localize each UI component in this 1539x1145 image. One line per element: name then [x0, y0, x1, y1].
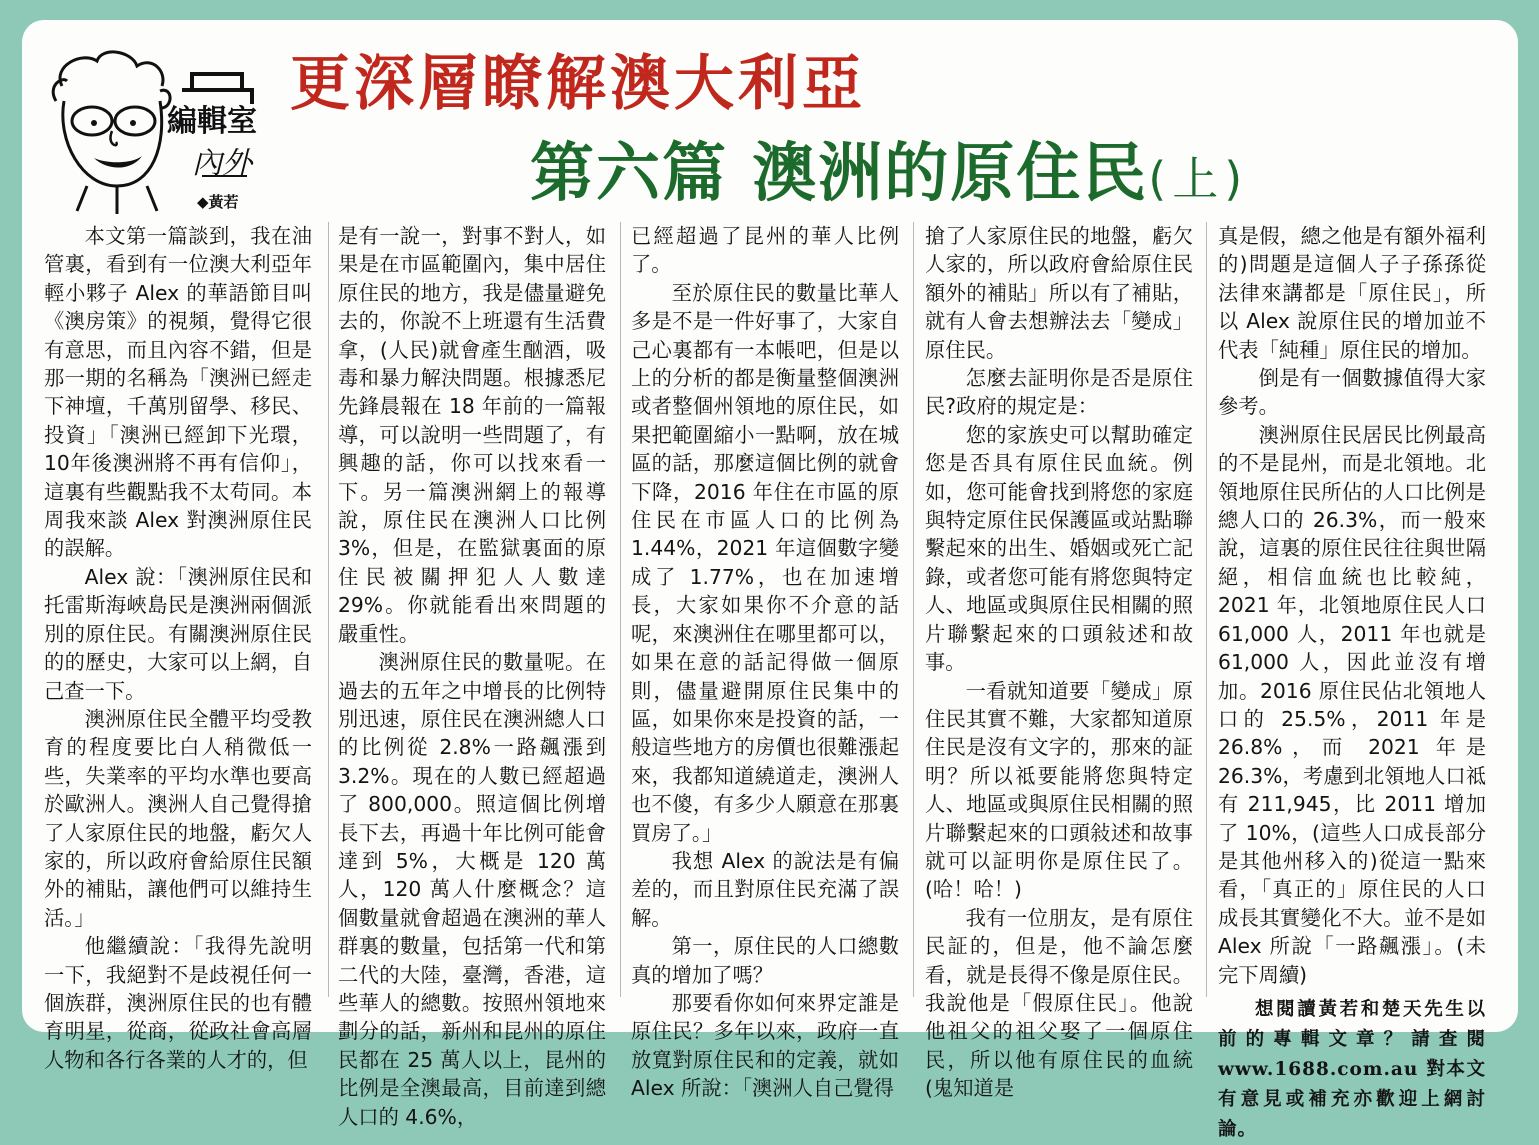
subtitle-main: 第六篇 澳洲的原住民 — [530, 137, 1149, 211]
column-divider — [913, 222, 914, 997]
logo-label: 編輯室 — [167, 104, 257, 139]
paragraph: 倒是有一個數據值得大家參考。 — [1218, 366, 1486, 419]
paragraph: 已經超過了昆州的華人比例了。 — [631, 224, 899, 277]
paragraph: 我有一位朋友，是有原住民証的，但是，他不論怎麼看，就是長得不像是原住民。我說他是「假原住民」。他說他祖父的祖父娶了一個原住民，所以他有原住民的血統(鬼知道是 — [925, 905, 1193, 1101]
author-byline: ◆黃若 — [197, 193, 239, 211]
paragraph: 他繼續說：「我得先說明一下，我絕對不是歧視任何一個族群，澳洲原住民的也有體育明星，從商，從政社會高層人物和各行各業的人才的，但 — [44, 934, 312, 1072]
logo-sublabel: 內外 — [192, 146, 252, 181]
paragraph: 我想 Alex 的說法是有偏差的，而且對原住民充滿了誤解。 — [631, 848, 899, 930]
paragraph: 真是假，總之他是有額外福利的)問題是這個人子子孫孫從法律來講都是「原住民」，所以 Alex 說原住民的增加並不代表「純種」原住民的增加。 — [1218, 224, 1486, 362]
column-logo — [42, 46, 272, 216]
paragraph: 搶了人家原住民的地盤，虧欠人家的，所以政府會給原住民額外的補貼」所以有了補貼，就有人會去想辦法去「變成」原住民。 — [925, 224, 1193, 362]
paragraph: 是有一說一，對事不對人，如果是在市區範圍內，集中居住原住民的地方，我是儘量避免去的，你說不上班還有生活費拿，(人民)就會產生酗酒，吸毒和暴力解決問題。根據悉尼先鋒晨報在 18 年前的一篇報導，可以說明一些問題了，有興趣的話，你可以找來看一下。另一篇澳洲網上的報導說，原住民在澳洲人口比例 3%，但是，在監獄裏面的原住民被關押犯人人數達 29%。你就能看出來問題的嚴重性。 — [338, 224, 606, 646]
column-divider — [1206, 222, 1207, 997]
column-divider — [328, 222, 329, 997]
article-column-5 — [1218, 222, 1486, 1140]
paragraph: 怎麼去証明你是否是原住民?政府的規定是： — [925, 366, 1193, 419]
paragraph: 澳洲原住民的數量呢。在過去的五年之中增長的比例特別迅速，原住民在澳洲總人口的比例從 2.8%一路飆漲到 3.2%。現在的人數已經超過了 800,000。照這個比例增長下去，再過十年比例可能會達到 5%，大概是 120 萬人，120 萬人什麼概念？這個數量就會超過在澳洲的華人群裏的數量，包括第一代和第二代的大陸，臺灣，香港，這些華人的總數。按照州領地來劃分的話，新州和昆州的原住民都在 25 萬人以上，昆州的比例是全澳最高，目前達到總人口的 4.6%， — [338, 650, 606, 1129]
article-column-4 — [925, 222, 1193, 1101]
paragraph: 第一，原住民的人口總數真的增加了嗎？ — [631, 934, 899, 987]
subtitle-part: (上) — [1148, 152, 1249, 206]
paragraph: 一看就知道要「變成」原住民其實不難，大家都知道原住民是沒有文字的，那來的証明？所以祗要能將您與特定人、地區或與原住民相關的照片聯繫起來的口頭敍述和故事就可以証明你是原住民了。(哈！哈！) — [925, 678, 1193, 902]
footnote: 想閱讀黃若和楚天先生以前的專輯文章？請查閱 www.1688.com.au 對本文有意見或補充亦歡迎上網討論。 — [1218, 998, 1486, 1140]
paragraph: 本文第一篇談到，我在油管裏，看到有一位澳大利亞年輕小夥子 Alex 的華語節目叫《澳房策》的視頻，覺得它很有意思，而且內容不錯，但是那一期的名稱為「澳洲已經走下神壇，千萬別留學、移民、投資」「澳洲已經卸下光環，10年後澳洲將不再有信仰」，這裏有些觀點我不太苟同。本周我來談 Alex 對澳洲原住民的誤解。 — [44, 224, 312, 561]
article-subtitle — [530, 136, 1248, 217]
paragraph: 至於原住民的數量比華人多是不是一件好事了，大家自己心裏都有一本帳吧，但是以上的分析的都是衡量整個澳洲或者整個州領地的原住民，如果把範圍縮小一點啊，放在城區的話，那麼這個比例的就會下降，2016 年住在市區的原住民在市區人口的比例為 1.44%，2021 年這個數字變成了 1.77%，也在加速增長，大家如果你不介意的話呢，來澳洲住在哪里都可以，如果在意的話記得做一個原則，儘量避開原住民集中的區，如果你來是投資的話，一般這些地方的房價也很難漲起來，我都知道繞道走，澳洲人也不傻，有多少人願意在那裏買房了。」 — [631, 280, 899, 845]
column-divider — [620, 222, 621, 997]
article-column-2 — [338, 222, 606, 1129]
article-column-1 — [44, 222, 312, 1072]
article-title: 更深層瞭解澳大利亞 — [290, 49, 866, 119]
paragraph: 您的家族史可以幫助確定您是否具有原住民血統。例如，您可能會找到將您的家庭與特定原住民保護區或站點聯繫起來的出生、婚姻或死亡記錄，或者您可能有將您與特定人、地區或與原住民相關的照片聯繫起來的口頭敍述和故事。 — [925, 422, 1193, 675]
paragraph: Alex 說：「澳洲原住民和托雷斯海峽島民是澳洲兩個派別的原住民。有關澳洲原住民的的歷史，大家可以上網，自己查一下。 — [44, 564, 312, 703]
article-column-3 — [631, 222, 899, 1101]
paragraph: 澳洲原住民居民比例最高的不是昆州，而是北領地。北領地原住民所佔的人口比例是總人口的 26.3%，而一般來說，這裏的原住民往往與世隔絕，相信血統也比較純，2021 年，北領地原住民人口 61,000 人，2011 年也就是 61,000 人，因此並沒有增加。2016 原住民佔北領地人口的 25.5%，2011 年是 26.8%，而 2021 年是 26.3%，考慮到北領地人口祗有 211,945，比 2011 增加了 10%，(這些人口成長部分是其他州移入的)從這一點來看，「真正的」原住民的人口成長其實變化不大。並不是如 Alex 所說「一路飆漲」。(未完下周續) — [1218, 422, 1486, 987]
paragraph: 那要看你如何來界定誰是原住民？多年以來，政府一直放寬對原住民和的定義，就如 Alex 所說：「澳洲人自己覺得 — [631, 990, 899, 1101]
paragraph: 澳洲原住民全體平均受教育的程度要比白人稍微低一些，失業率的平均水準也要高於歐洲人。澳洲人自己覺得搶了人家原住民的地盤，虧欠人家的，所以政府會給原住民額外的補貼，讓他們可以維持生活。」 — [44, 706, 312, 930]
